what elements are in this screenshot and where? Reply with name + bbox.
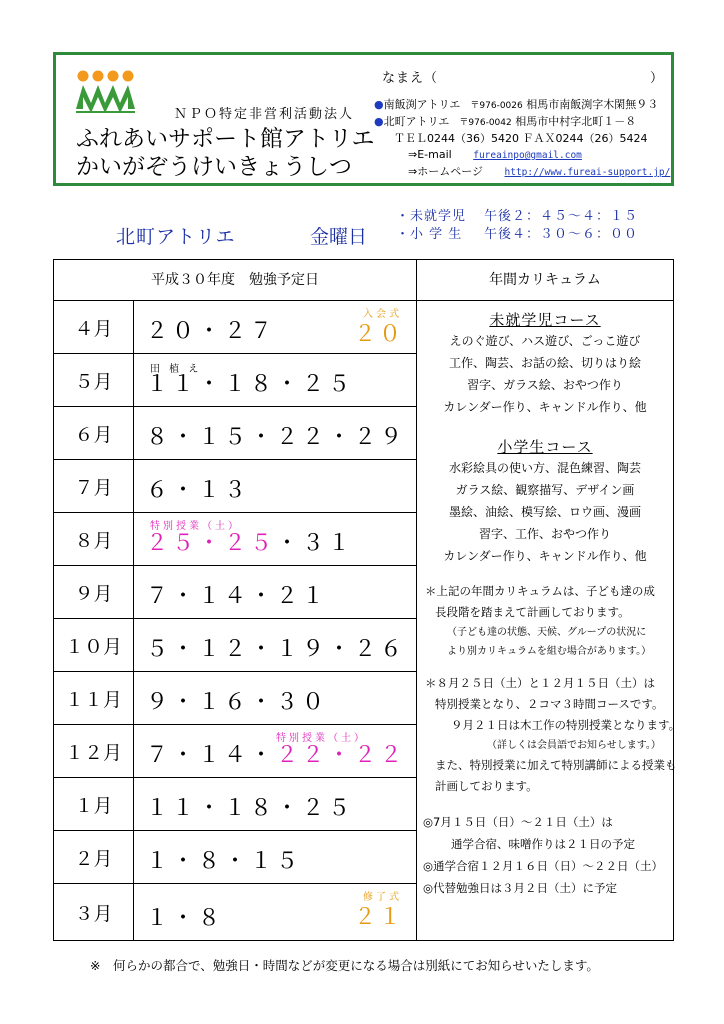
month-label: ４月 <box>74 317 113 340</box>
table-row <box>54 301 416 354</box>
month-label: １月 <box>74 794 113 817</box>
contact-name: 北町アトリエ <box>383 115 450 128</box>
curriculum-line: ガラス絵、観察描写、デザイン画 <box>455 483 635 497</box>
dates: ７・１４・２１ <box>146 584 329 609</box>
note-line: 計画しております。 <box>435 779 538 793</box>
name-label: なまえ（ <box>382 71 439 86</box>
month-label: ９月 <box>74 582 113 605</box>
dates: ８・１５・２２・２９ <box>146 425 407 450</box>
curriculum-line: カレンダー作り、キャンドル作り、他 <box>443 549 647 563</box>
table-row <box>54 566 416 619</box>
email-label: ⇒E-mail <box>408 148 452 161</box>
special-dates: ２２・２２ <box>276 743 407 768</box>
contact-address: 相馬市中村字北町１－８ <box>515 115 637 128</box>
note-line: 長段階を踏まえて計画しております。 <box>435 605 630 619</box>
table-row <box>54 513 416 566</box>
month-label: ２月 <box>74 847 113 870</box>
org-name-line1: ふれあいサポート館アトリエ <box>76 126 375 152</box>
tel-fax: ＴＥＬ0244（36）5420 ＦＡＸ0244（26）5424 <box>394 132 648 145</box>
fureai-logo-icon <box>74 69 136 115</box>
org-name-line2: かいがぞうけいきょうしつ <box>76 154 352 180</box>
note-line: ＊上記の年間カリキュラムは、子ども達の成 <box>425 584 655 598</box>
footer-note: ※ 何らかの都合で、勉強日・時間などが変更になる場合は別紙にてお知らせいたします。 <box>90 958 599 973</box>
month-label: １２月 <box>64 741 122 764</box>
special-class-note: 特別授業（土） <box>150 521 241 532</box>
note-sub: （詳しくは会員語でお知らせします。） <box>487 740 661 751</box>
special-class-note: 特別授業（土） <box>276 733 367 744</box>
note-line: 特別授業となり、２コマ３時間コースです。 <box>435 697 664 711</box>
time-row <box>396 208 638 226</box>
atelier-title: 北町アトリエ <box>116 226 236 248</box>
preschool-course-title: 未就学児コース <box>489 311 601 329</box>
divider <box>133 300 134 941</box>
org-type: ＮＰＯ特定非営利活動法人 <box>174 107 355 122</box>
bullet-icon: ● <box>374 115 384 128</box>
note-line: また、特別授業に加えて特別講師による授業も <box>435 758 677 772</box>
contact-row <box>374 97 674 114</box>
month-label: ３月 <box>74 902 113 925</box>
regular-dates: ・３１ <box>276 531 355 556</box>
org-name <box>76 125 375 181</box>
table-row <box>54 725 416 778</box>
note-line: ＊８月２５日（土）と１２月１５日（土）は <box>425 676 655 690</box>
table-row <box>54 672 416 725</box>
month-label: ７月 <box>74 476 113 499</box>
elementary-course-title: 小学生コース <box>497 438 593 456</box>
schedule-table <box>53 259 681 941</box>
curriculum <box>417 301 681 899</box>
table-row <box>54 460 416 513</box>
schedule-note: ◎代替勉強日は３月２日（土）に予定 <box>423 881 618 895</box>
curriculum-line: 墨絵、油絵、模写絵、ロウ画、漫画 <box>448 505 641 519</box>
table-row <box>54 831 416 884</box>
contact-row <box>374 114 674 131</box>
note-line: ９月２１日は木工作の特別授業となります。 <box>451 718 681 732</box>
curriculum-header: 年間カリキュラム <box>489 272 601 288</box>
table-row <box>54 778 416 831</box>
name-field <box>382 67 665 86</box>
dates: ６・１３ <box>146 478 251 503</box>
time-label: ・未就学児 <box>396 209 467 224</box>
time-row <box>396 226 638 244</box>
regular-dates: ７・１４・ <box>146 743 277 768</box>
month-label: ５月 <box>74 370 113 393</box>
curriculum-line: 習字、ガラス絵、おやつ作り <box>467 378 623 392</box>
dates: ５・１２・１９・２６ <box>146 637 407 662</box>
contact-name: 南飯渕アトリエ <box>383 98 461 111</box>
dates: １・８ <box>146 906 225 931</box>
header-box <box>53 52 674 186</box>
email-link[interactable]: fureainpo@gmail.com <box>473 150 582 161</box>
special-dates: ２５・２５ <box>146 531 277 556</box>
schedule-header: 平成３０年度 勉強予定日 <box>151 272 319 288</box>
time-value: 午後２：４５～４：１５ <box>484 209 639 224</box>
contact-info <box>374 97 674 181</box>
contact-zip: 〒976-0026 <box>470 101 523 111</box>
curriculum-line: えのぐ遊び、ハス遊び、ごっこ遊び <box>449 334 641 348</box>
dates: １１・１８・２５ <box>146 796 355 821</box>
dates: １１・１８・２５ <box>146 372 355 397</box>
schedule-note: 通学合宿、味噌作りは２１日の予定 <box>451 837 635 851</box>
time-label: ・小 学 生 <box>396 227 463 242</box>
note-sub: より別カリキュラムを組む場合があります。） <box>447 646 652 657</box>
table-row <box>54 884 416 940</box>
homepage-row <box>374 164 674 181</box>
month-label: ６月 <box>74 423 113 446</box>
contact-zip: 〒976-0042 <box>459 118 512 128</box>
time-value: 午後４：３０～６：００ <box>484 227 639 242</box>
schedule-note: ◎7月１５日（日）～２１日（土）は <box>423 815 613 829</box>
curriculum-line: 水彩絵具の使い方、混色練習、陶芸 <box>448 461 641 475</box>
completion-date: ２１ <box>353 905 404 930</box>
curriculum-line: カレンダー作り、キャンドル作り、他 <box>443 400 647 414</box>
entrance-note: 入会式 <box>363 309 402 320</box>
completion-note: 修了式 <box>363 892 402 903</box>
table-row <box>54 407 416 460</box>
schedule-note: ◎通学合宿１２月１６日（日）～２２日（土） <box>423 859 664 873</box>
bullet-icon: ● <box>374 98 384 111</box>
dates: １・８・１５ <box>146 849 303 874</box>
note-sub: （子ども達の状態、天候、グループの状況に <box>447 627 647 638</box>
entrance-date: ２０ <box>353 322 404 347</box>
curriculum-line: 習字、工作、おやつ作り <box>478 527 611 541</box>
table-row <box>54 354 416 407</box>
dates <box>146 738 406 769</box>
rice-planting-note: 田 植 え <box>150 364 202 375</box>
weekday: 金曜日 <box>310 226 368 248</box>
homepage-link[interactable]: http://www.fureai-support.jp/ <box>504 167 671 178</box>
contact-address: 相馬市南飯渕字木閑無９３ <box>526 98 659 111</box>
name-close: ） <box>650 71 665 86</box>
curriculum-line: 工作、陶芸、お話の絵、切りはり絵 <box>448 356 641 370</box>
month-label: １０月 <box>64 635 122 658</box>
homepage-label: ⇒ホームページ <box>408 165 483 178</box>
class-times <box>396 208 638 244</box>
dates: ２０・２７ <box>146 319 277 344</box>
dates <box>146 526 354 557</box>
table-row <box>54 619 416 672</box>
month-label: １１月 <box>64 688 122 711</box>
dates: ９・１６・３０ <box>146 690 329 715</box>
month-label: ８月 <box>74 529 113 552</box>
email-row <box>374 147 674 164</box>
